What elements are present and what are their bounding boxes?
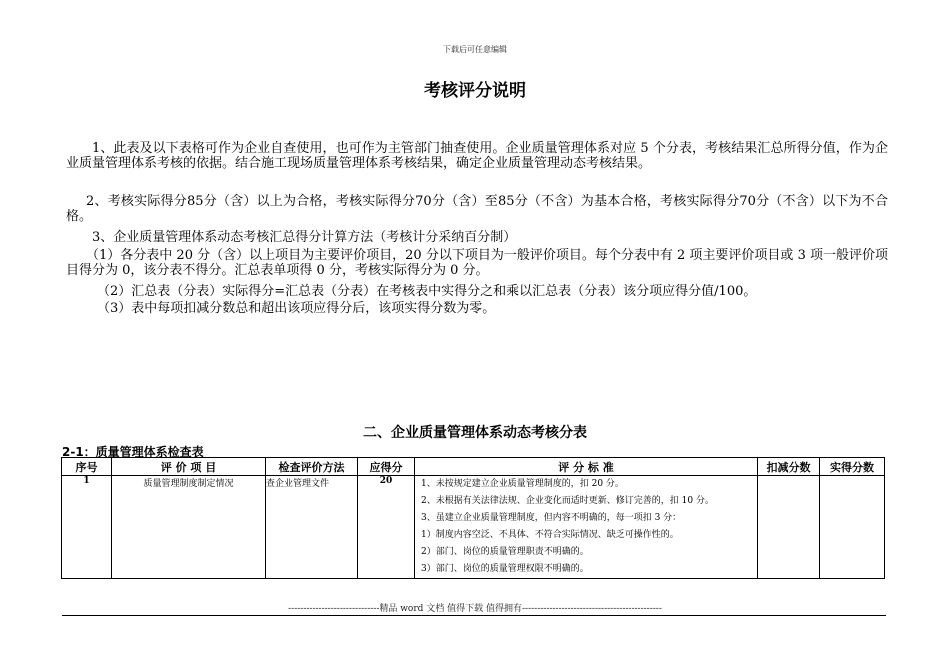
paragraph-3: 3、企业质量管理体系动态考核汇总得分计算方法（考核计分采纳百分制） xyxy=(92,230,517,245)
standard-line: 2、未根据有关法律法规、企业变化而适时更新、修订完善的，扣 10 分。 xyxy=(421,496,714,506)
standard-line: 1）制度内容空泛、不具体、不符合实际情况、缺乏可操作性的。 xyxy=(421,530,679,540)
header-actual: 实得分数 xyxy=(820,458,885,476)
header-item: 评 价 项 目 xyxy=(112,458,266,476)
cell-item: 质量管理制度制定情况 xyxy=(112,476,266,579)
section-title: 二、企业质量管理体系动态考核分表 xyxy=(363,425,587,441)
header-standard: 评 分 标 准 xyxy=(415,458,758,476)
standard-line: 2）部门、岗位的质量管理职责不明确的。 xyxy=(421,547,589,557)
paragraph-2: 2、考核实际得分85分（含）以上为合格，考核实际得分70分（含）至85分（不含）为基本合格，考核实际得分70分（不含）以下为不合格。 xyxy=(66,194,888,224)
cell-no: 1 xyxy=(62,476,112,579)
header-score: 应得分 xyxy=(358,458,415,476)
table-subtitle: 2-1：质量管理体系检查表 xyxy=(62,445,204,459)
page-title: 考核评分说明 xyxy=(424,81,526,101)
inspection-table xyxy=(61,457,885,579)
paragraph-4: （1）各分表中 20 分（含）以上项目为主要评价项目，20 分以下项目为一般评价项目。每个分表中有 2 项主要评价项目或 3 项一般评价项目得分为 0，该分表不得分。汇总表单项得 0 分，考核实际得分为 0 分。 xyxy=(66,248,888,278)
table-row xyxy=(62,476,885,579)
header-no: 序号 xyxy=(62,458,112,476)
paragraph-5: （2）汇总表（分表）实际得分=汇总表（分表）在考核表中实得分之和乘以汇总表（分表）该分项应得分值/100。 xyxy=(97,284,757,299)
cell-method: 查企业管理文件 xyxy=(266,476,358,579)
paragraph-6: （3）表中每项扣减分数总和超出该项应得分后，该项实得分数为零。 xyxy=(97,301,496,316)
footer-note: ------------------------------精品 word 文档 值得下载 值得拥有---------------------------------------------- xyxy=(288,604,662,614)
standard-line: 3）部门、岗位的质量管理权限不明确的。 xyxy=(421,564,589,574)
cell-actual[interactable] xyxy=(820,476,885,579)
header-method: 检查评价方法 xyxy=(266,458,358,476)
cell-deduct[interactable] xyxy=(758,476,820,579)
standard-line: 1、未按规定建立企业质量管理制度的，扣 20 分。 xyxy=(421,479,624,489)
footer-divider xyxy=(62,615,886,616)
table-header-row xyxy=(62,458,885,476)
header-deduct: 扣减分数 xyxy=(758,458,820,476)
paragraph-1: 1、此表及以下表格可作为企业自查使用，也可作为主管部门抽查使用。企业质量管理体系对应 5 个分表，考核结果汇总所得分值，作为企业质量管理体系考核的依据。结合施工现场质量管理体系考核结果，确定企业质量管理动态考核结果。 xyxy=(66,141,888,171)
cell-score: 20 xyxy=(358,476,415,579)
header-note: 下载后可任意编辑 xyxy=(443,45,507,54)
standard-line: 3、虽建立企业质量管理制度，但内容不明确的，每一项扣 3 分： xyxy=(421,513,682,523)
cell-standard xyxy=(415,476,758,579)
